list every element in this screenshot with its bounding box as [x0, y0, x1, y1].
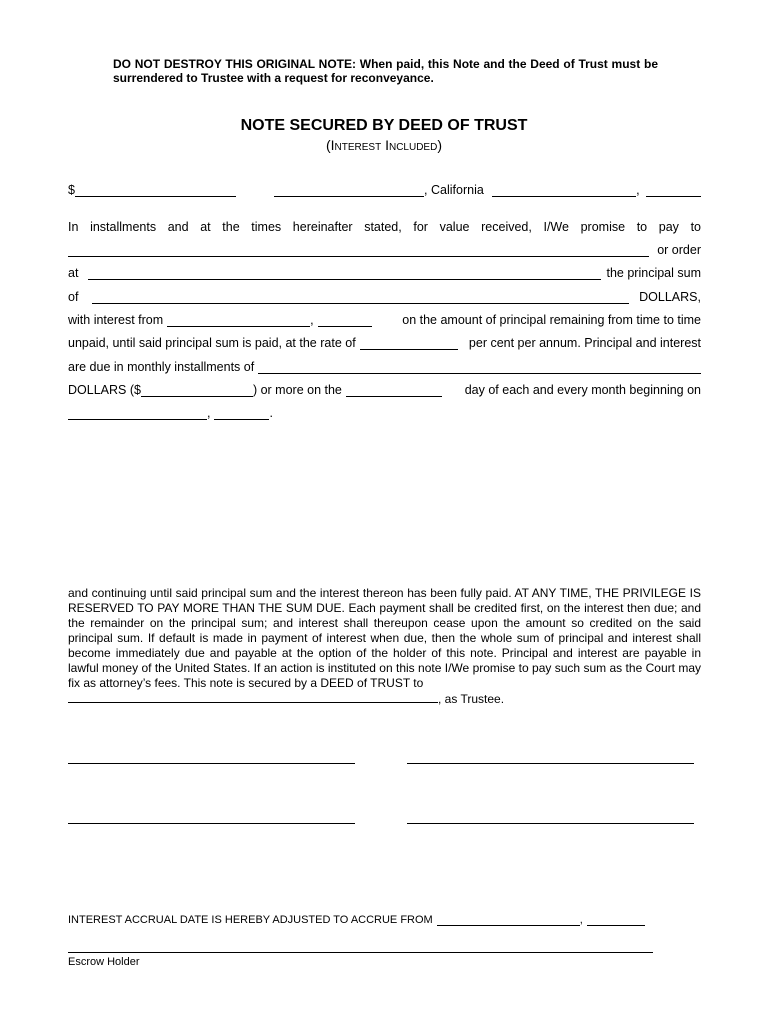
beginning-period: .: [269, 406, 273, 420]
body-line-6: [68, 336, 701, 350]
signature-line-1[interactable]: [68, 763, 355, 764]
document-subtitle: (Interest Included): [325, 137, 442, 153]
installment-words-blank[interactable]: [258, 362, 701, 374]
of-text: of: [68, 290, 79, 304]
body-line-2: [68, 243, 701, 257]
place-blank[interactable]: [88, 268, 600, 280]
header-line: [68, 183, 701, 197]
principal-words-blank[interactable]: [92, 292, 629, 304]
interest-from-comma: ,: [310, 313, 314, 327]
terms-text: and continuing until said principal sum and the interest thereon has been fully paid. AT ANY TIME, THE PRIVILEGE IS RESERVED TO PAY MORE THAN THE SUM DUE. Each payment shall be credited first, on the interest then due; and the remainder on the principal sum; and interest shall thereupon cease upon the amount so credited on the said principal sum. If default is made in payment of interest when due, then the whole sum of principal and interest shall become immediately due and payable at the option of the holder of this note. Principal and interest are payable in lawful money of the United States. If an action is instituted on this note I/We promise to pay such sum as the Court may fix as attorney’s fees. This note is secured by a DEED of TRUST to: [68, 586, 701, 690]
accrual-line: [68, 914, 668, 926]
rate-blank[interactable]: [360, 338, 458, 350]
payment-day-blank[interactable]: [346, 385, 442, 397]
dollars-text: DOLLARS,: [639, 290, 701, 304]
year-blank[interactable]: [646, 185, 701, 197]
city-blank[interactable]: [274, 185, 424, 197]
amount-blank[interactable]: [75, 185, 236, 197]
per-annum-text: per cent per annum. Principal and interest: [468, 336, 701, 350]
interest-from-year-blank[interactable]: [318, 315, 372, 327]
accrual-label: INTEREST ACCRUAL DATE IS HEREBY ADJUSTED TO ACCRUE FROM: [68, 914, 433, 926]
at-text: at: [68, 266, 79, 280]
accrual-comma: ,: [579, 914, 583, 926]
beginning-comma: ,: [207, 406, 211, 420]
escrow-holder-label: Escrow Holder: [68, 956, 140, 968]
trustee-blank[interactable]: [68, 691, 438, 703]
or-more-text: ) or more on the: [252, 383, 342, 397]
dollar-sign: $: [68, 183, 75, 197]
body-line-7: [68, 360, 701, 374]
signature-line-3[interactable]: [68, 823, 355, 824]
retention-notice: DO NOT DESTROY THIS ORIGINAL NOTE: When paid, this Note and the Deed of Trust must be surrendered to Trustee with a request for reconveyance.: [113, 57, 658, 85]
signature-line-4[interactable]: [407, 823, 694, 824]
accrual-year-blank[interactable]: [587, 914, 645, 926]
payee-blank[interactable]: [68, 245, 649, 257]
date-comma: ,: [636, 183, 640, 197]
document-title: NOTE SECURED BY DEED OF TRUST: [240, 117, 528, 134]
trustee-suffix: , as Trustee.: [438, 692, 505, 706]
body-line-4: [68, 290, 701, 304]
signature-line-2[interactable]: [407, 763, 694, 764]
state-label: , California: [424, 183, 484, 197]
body-line-5: [68, 313, 701, 327]
remaining-principal-text: on the amount of principal remaining from time to time: [402, 313, 701, 327]
body-line-1: In installments and at the times hereinafter stated, for value received, I/We promise to pay to: [68, 220, 701, 234]
installment-dollars-text: DOLLARS ($: [68, 383, 141, 397]
or-order-text: or order: [657, 243, 701, 257]
beginning-year-blank[interactable]: [214, 408, 269, 420]
each-month-text: day of each and every month beginning on: [464, 383, 701, 397]
body-line-8: [68, 383, 701, 397]
interest-from-date-blank[interactable]: [167, 315, 310, 327]
body-line-3: [68, 266, 701, 280]
monthly-installments-text: are due in monthly installments of: [68, 360, 255, 374]
rate-text: unpaid, until said principal sum is paid, at the rate of: [68, 336, 356, 350]
body-line-9: [68, 406, 308, 420]
installment-amount-blank[interactable]: [141, 385, 253, 397]
principal-sum-text: the principal sum: [606, 266, 701, 280]
escrow-signature-line[interactable]: [68, 952, 653, 953]
accrual-date-blank[interactable]: [437, 914, 580, 926]
terms-paragraph: [68, 586, 701, 707]
interest-from-text: with interest from: [68, 313, 164, 327]
beginning-date-blank[interactable]: [68, 408, 207, 420]
date-blank[interactable]: [492, 185, 636, 197]
